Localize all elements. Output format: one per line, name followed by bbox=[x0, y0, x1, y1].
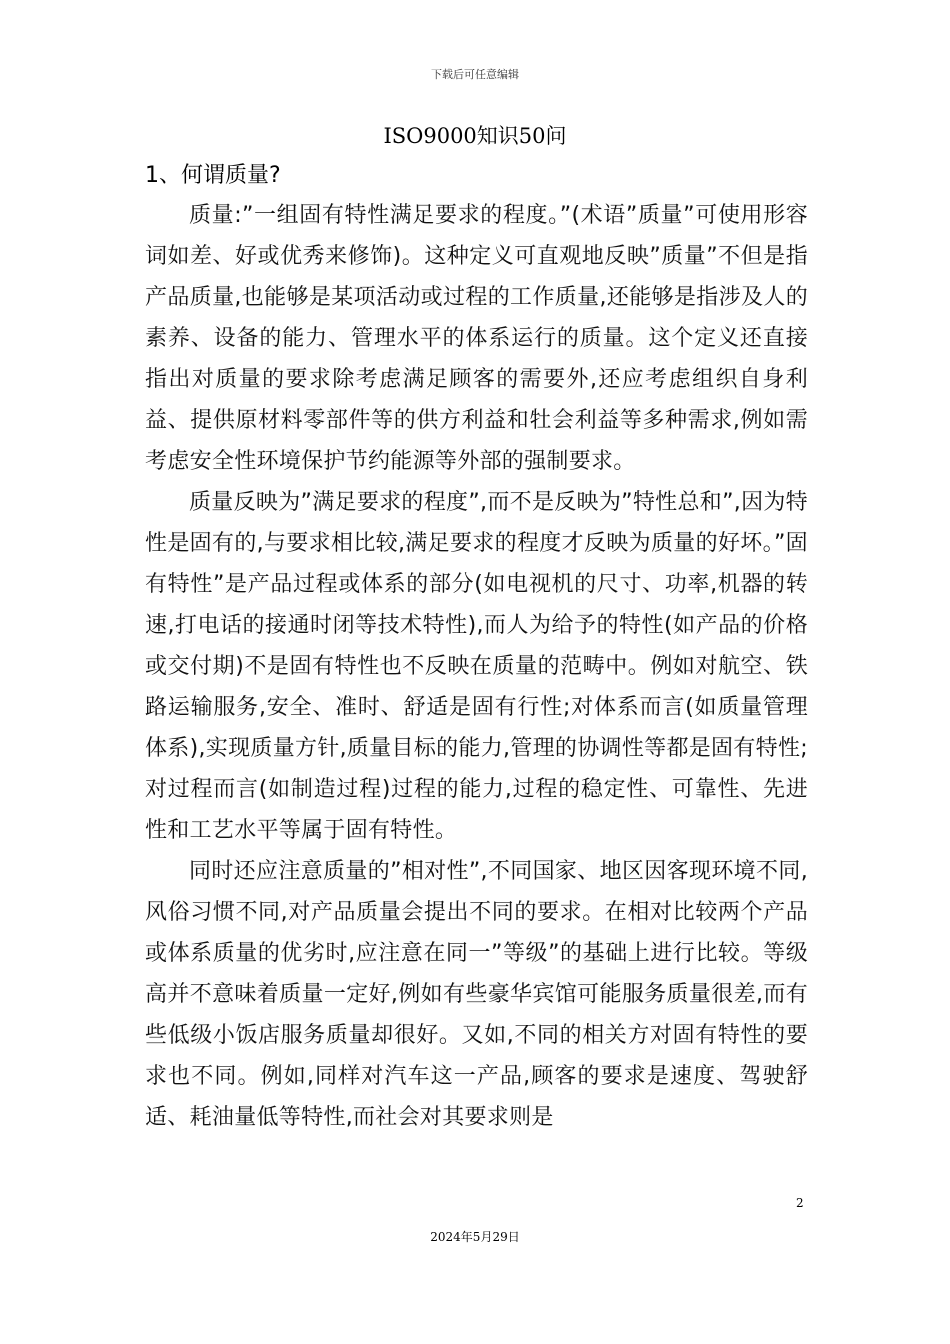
paragraph: 质量反映为”满足要求的程度”,而不是反映为”特性总和”,因为特性是固有的,与要求相比较,满足要求的程度才反映为质量的好坏。”固有特性”是产品过程或体系的部分(如电视机的尺寸、功率,机器的转速,打电话的接通时闭等技术特性),而人为给予的特性(如产品的价格或交付期)不是固有特性也不反映在质量的范畴中。例如对航空、铁路运输服务,安全、准时、舒适是固有行性;对体系而言(如质量管理体系),实现质量方针,质量目标的能力,管理的协调性等都是固有特性;对过程而言(如制造过程)过程的能力,过程的稳定性、可靠性、先进性和工艺水平等属于固有特性。 bbox=[145, 490, 808, 843]
document-title: ISO9000知识50问 bbox=[383, 124, 567, 148]
paragraph: 同时还应注意质量的”相对性”,不同国家、地区因客现环境不同,风俗习惯不同,对产品质量会提出不同的要求。在相对比较两个产品或体系质量的优劣时,应注意在同一”等级”的基础上进行比较。等级高并不意味着质量一定好,例如有些豪华宾馆可能服务质量很差,而有些低级小饭店服务质量却很好。又如,不同的相关方对固有特性的要求也不同。例如,同样对汽车这一产品,顾客的要求是速度、驾驶舒适、耗油量低等特性,而社会对其要求则是 bbox=[145, 859, 808, 1130]
header-note: 下载后可任意编辑 bbox=[431, 68, 519, 81]
footer-date: 2024年5月29日 bbox=[430, 1230, 520, 1244]
body-text bbox=[145, 195, 808, 1138]
page-number: 2 bbox=[796, 1196, 804, 1210]
section-heading: 1、何谓质量? bbox=[145, 163, 281, 188]
paragraph: 质量:”一组固有特性满足要求的程度。”(术语”质量”可使用形容词如差、好或优秀来修饰)。这种定义可直观地反映”质量”不但是指产品质量,也能够是某项活动或过程的工作质量,还能够是指涉及人的素养、设备的能力、管理水平的体系运行的质量。这个定义还直接指出对质量的要求除考虑满足顾客的需要外,还应考虑组织自身利益、提供原材料零部件等的供方利益和牡会利益等多种需求,例如需考虑安全性环境保护节约能源等外部的强制要求。 bbox=[145, 203, 808, 474]
